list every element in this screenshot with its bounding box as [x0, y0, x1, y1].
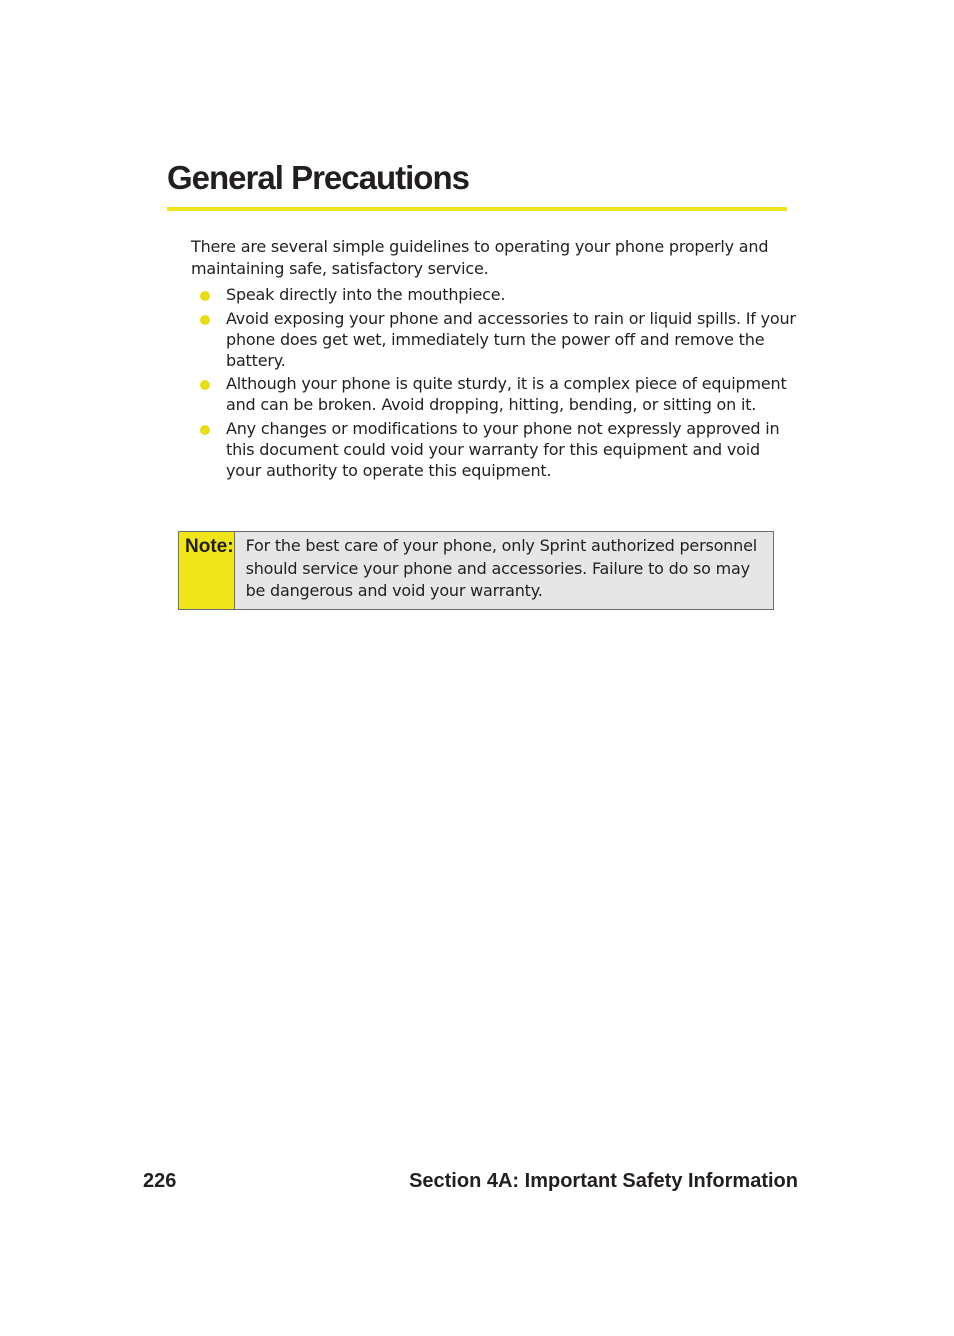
list-item [198, 284, 798, 305]
note-callout [178, 531, 774, 610]
list-item-text: Avoid exposing your phone and accessories to rain or liquid spills. If your phone does get wet, immediately turn the power off and remove the battery. [226, 308, 796, 370]
section-title: Section 4A: Important Safety Information [409, 1170, 798, 1192]
list-item [198, 418, 798, 481]
note-text: For the best care of your phone, only Sprint authorized personnel should service your phone and accessories. Failure to do so may be dangerous and void your warranty. [245, 536, 757, 600]
page-title: General Precautions [167, 159, 469, 196]
note-label: Note: [179, 532, 235, 609]
list-item [198, 308, 798, 371]
bullet-icon [200, 380, 210, 390]
list-item-text: Although your phone is quite sturdy, it is a complex piece of equipment and can be broken. Avoid dropping, hitting, bending, or sitting on it. [226, 374, 787, 414]
precautions-list [198, 284, 798, 483]
bullet-icon [200, 425, 210, 435]
list-item-text: Any changes or modifications to your phone not expressly approved in this document could void your warranty for this equipment and void your authority to operate this equipment. [226, 418, 780, 480]
list-item-text: Speak directly into the mouthpiece. [226, 285, 506, 304]
bullet-icon [200, 315, 210, 325]
bullet-icon [200, 291, 210, 301]
list-item [198, 373, 798, 415]
intro-paragraph: There are several simple guidelines to operating your phone properly and maintaining safe, satisfactory service. [191, 237, 769, 278]
page-number: 226 [143, 1170, 177, 1192]
title-underline [167, 207, 787, 211]
